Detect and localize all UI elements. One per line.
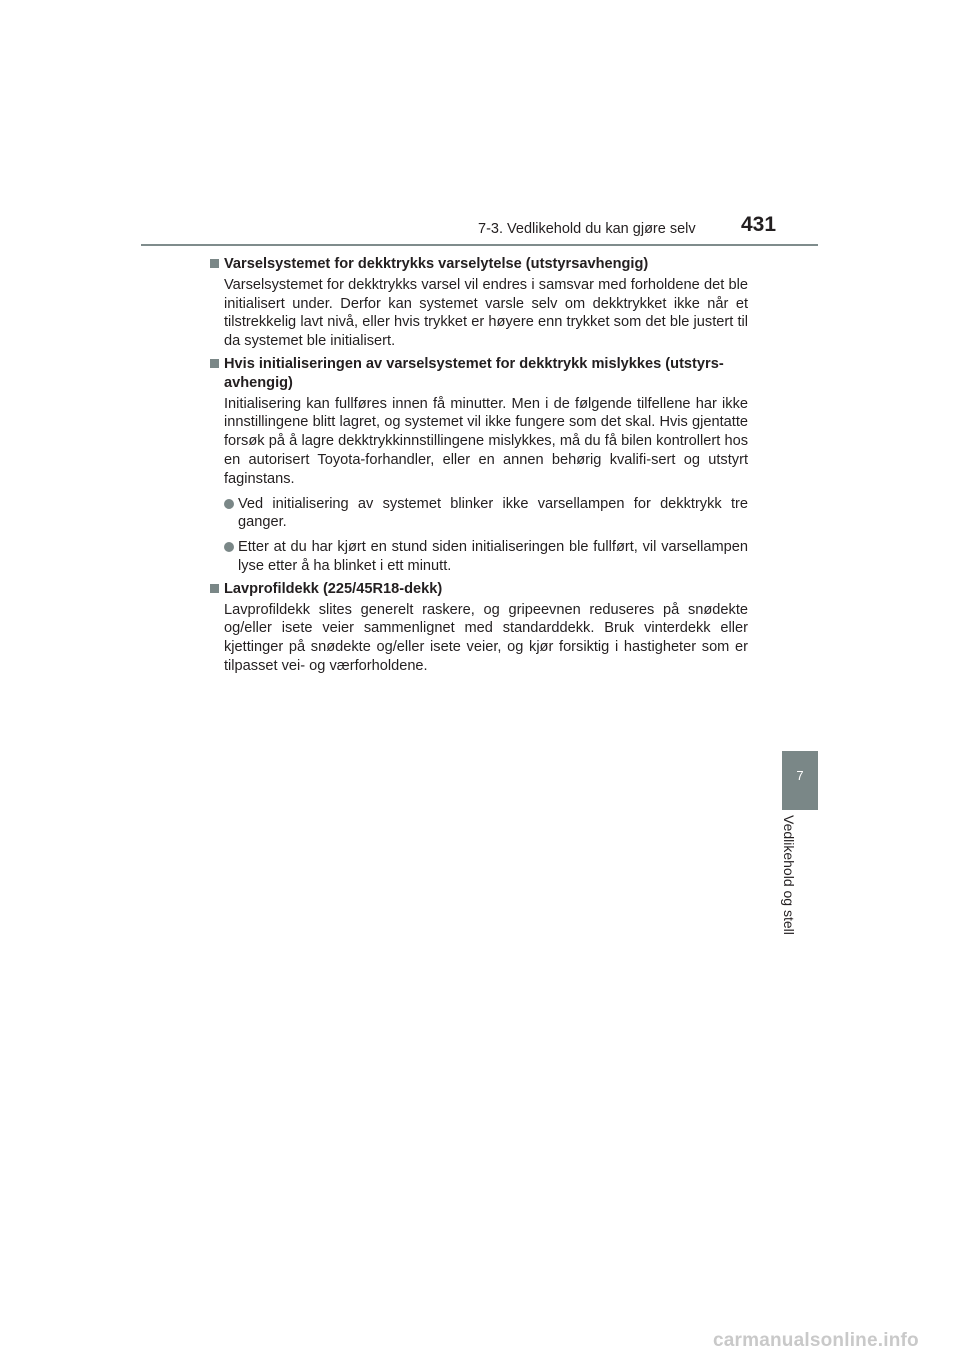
round-bullet-icon — [224, 499, 234, 509]
section-heading — [210, 355, 748, 393]
section-low-profile-tires — [210, 580, 748, 676]
section-heading — [210, 255, 748, 274]
square-bullet-icon — [210, 259, 219, 268]
round-bullet-icon — [224, 542, 234, 552]
chapter-number: 7 — [796, 768, 804, 783]
list-item — [210, 495, 748, 533]
header-divider — [141, 244, 818, 246]
list-item — [210, 538, 748, 576]
section-heading-text: Hvis initialiseringen av varselsystemet for dekktrykk mislykkes (utstyrs-avhengig) — [224, 355, 724, 391]
section-heading — [210, 580, 748, 599]
section-paragraph: Initialisering kan fullføres innen få minutter. Men i de følgende tilfellene har ikke innstillingene blitt lagret, og systemet vil ikke fungere som det skal. Hvis gjentatte forsøk på å lagre dekktrykkinnstillingene mislykkes, må du få bilen kontrollert hos en autorisert Toyota-forhandler, eller en annen behørig kvalifi-sert og utstyrt faginstans. — [224, 395, 748, 487]
square-bullet-icon — [210, 359, 219, 368]
page-content — [210, 255, 748, 680]
section-title: 7-3. Vedlikehold du kan gjøre selv — [478, 221, 696, 237]
section-initialization-failure — [210, 355, 748, 576]
page-number: 431 — [741, 213, 777, 236]
list-item-text: Ved initialisering av systemet blinker ikke varsellampen for dekktrykk tre ganger. — [238, 495, 748, 531]
square-bullet-icon — [210, 584, 219, 593]
watermark: carmanualsonline.info — [713, 1330, 919, 1351]
section-tpms-warning-performance — [210, 255, 748, 351]
section-paragraph: Varselsystemet for dekktrykks varsel vil endres i samsvar med forholdene det ble initialisert under. Derfor kan systemet varsle selv om dekktrykket ikke når et tilstrekkelig lavt nivå, eller hvis trykket er høyere enn trykket som det ble justert til da systemet ble initialisert. — [224, 276, 748, 350]
section-paragraph: Lavprofildekk slites generelt raskere, og gripeevnen reduseres på snødekte og/eller isete veier sammenlignet med standarddekk. Bruk vinterdekk eller kjettinger på snødekte og/eller isete veier, og kjør forsiktig i hastigheter som er tilpasset vei- og værforholdene. — [224, 601, 748, 674]
list-item-text: Etter at du har kjørt en stund siden initialiseringen ble fullført, vil varsellampen lyse etter å ha blinket i ett minutt. — [238, 539, 748, 574]
chapter-tab — [782, 751, 818, 810]
section-heading-text: Varselsystemet for dekktrykks varselytelse (utstyrsavhengig) — [224, 256, 649, 272]
chapter-title-wrap — [781, 815, 810, 947]
chapter-title: Vedlikehold og stell — [781, 815, 797, 935]
section-heading-text: Lavprofildekk (225/45R18-dekk) — [224, 580, 443, 597]
